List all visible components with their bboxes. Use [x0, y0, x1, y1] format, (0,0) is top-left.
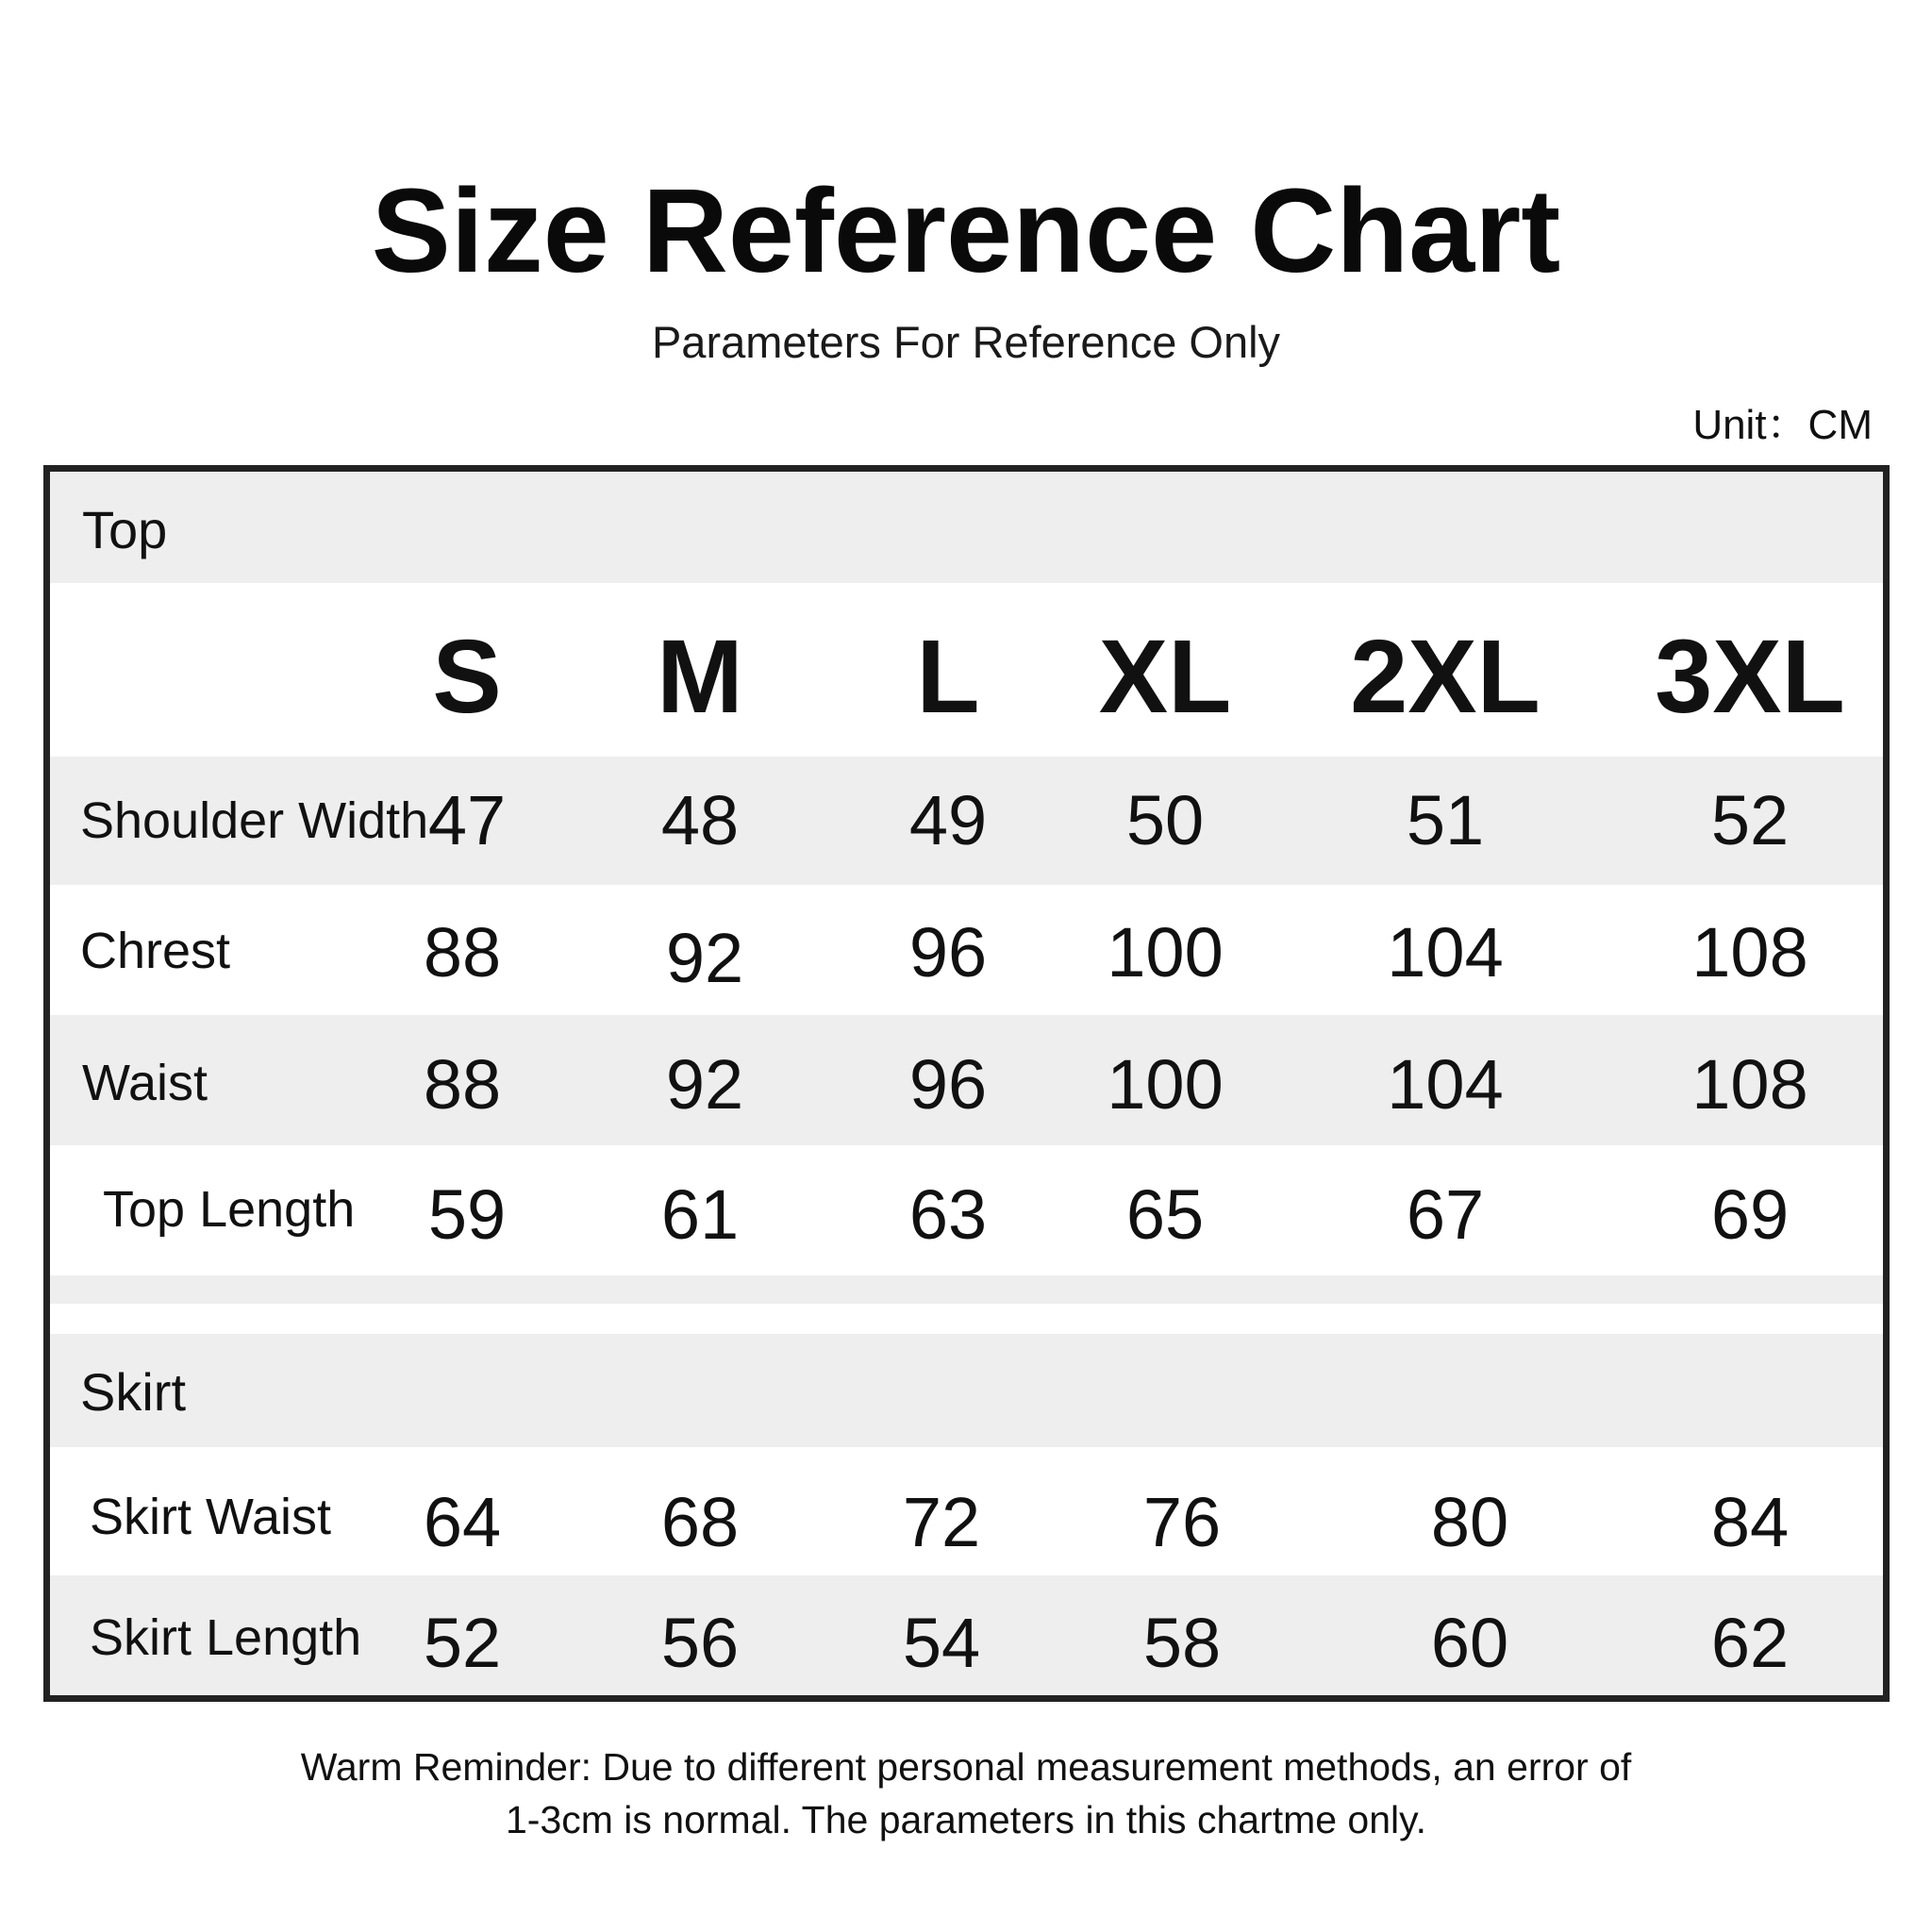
- size-header-xl: XL: [1098, 619, 1232, 735]
- table-cell: 92: [665, 919, 744, 997]
- table-row: [50, 1015, 1883, 1145]
- size-header-s: S: [432, 619, 502, 735]
- size-header-row: [50, 583, 1883, 757]
- size-header-m: M: [657, 619, 743, 735]
- table-cell: 104: [1387, 913, 1504, 991]
- table-cell: 88: [423, 913, 502, 991]
- table-cell: 72: [902, 1483, 981, 1561]
- section-divider: [50, 1275, 1883, 1304]
- table-cell: 69: [1710, 1175, 1790, 1254]
- row-label-skirt-length: Skirt Length: [90, 1609, 362, 1666]
- table-cell: 63: [908, 1175, 988, 1254]
- table-cell: 48: [660, 781, 740, 859]
- table-cell: 96: [908, 1045, 988, 1124]
- table-cell: 61: [660, 1175, 740, 1254]
- table-cell: 65: [1125, 1175, 1205, 1254]
- size-header-2xl: 2XL: [1350, 619, 1541, 735]
- table-cell: 67: [1406, 1175, 1485, 1254]
- unit-label: Unit：CM: [1692, 402, 1873, 448]
- warm-reminder: [0, 1740, 1932, 1846]
- row-label-top-length: Top Length: [103, 1181, 356, 1238]
- table-cell: 88: [423, 1045, 502, 1124]
- table-row: [50, 1447, 1883, 1575]
- table-cell: 104: [1387, 1045, 1504, 1124]
- table-cell: 49: [908, 781, 988, 859]
- table-cell: 59: [427, 1175, 507, 1254]
- page-subtitle: Parameters For Reference Only: [651, 317, 1281, 367]
- table-row: [50, 1145, 1883, 1275]
- table-cell: 60: [1430, 1604, 1509, 1682]
- table-cell: 96: [908, 913, 988, 991]
- row-label-chrest: Chrest: [80, 923, 231, 979]
- table-row: [50, 757, 1883, 885]
- table-cell: 76: [1142, 1483, 1222, 1561]
- table-cell: 64: [423, 1483, 502, 1561]
- table-cell: 68: [660, 1483, 740, 1561]
- row-label-skirt-waist: Skirt Waist: [90, 1489, 331, 1545]
- table-cell: 51: [1406, 781, 1485, 859]
- size-header-l: L: [916, 619, 980, 735]
- table-cell: 52: [1710, 781, 1790, 859]
- table-row: [50, 1575, 1883, 1695]
- table-cell: 92: [665, 1045, 744, 1124]
- reminder-line-1: Warm Reminder: Due to different personal measurement methods, an error of: [300, 1745, 1632, 1789]
- table-cell: 47: [427, 781, 507, 859]
- table-cell: 80: [1430, 1483, 1509, 1561]
- table-cell: 50: [1125, 781, 1205, 859]
- page-title: Size Reference Chart: [371, 164, 1561, 297]
- table-cell: 62: [1710, 1604, 1790, 1682]
- table-cell: 58: [1142, 1604, 1222, 1682]
- table-cell: 100: [1107, 913, 1224, 991]
- row-label-waist: Waist: [82, 1055, 208, 1111]
- table-cell: 84: [1710, 1483, 1790, 1561]
- top-section-row: [50, 472, 1883, 583]
- row-label-shoulder-width: Shoulder Width: [80, 792, 429, 849]
- size-header-3xl: 3XL: [1655, 619, 1845, 735]
- top-section-label: Top: [82, 500, 168, 559]
- table-cell: 108: [1691, 913, 1808, 991]
- skirt-section-label: Skirt: [80, 1362, 186, 1422]
- size-table: [43, 465, 1890, 1702]
- table-cell: 54: [902, 1604, 981, 1682]
- table-cell: 56: [660, 1604, 740, 1682]
- skirt-section-row: [50, 1334, 1883, 1447]
- reminder-line-2: 1-3cm is normal. The parameters in this chartme only.: [505, 1798, 1426, 1841]
- table-cell: 52: [423, 1604, 502, 1682]
- table-cell: 100: [1107, 1045, 1224, 1124]
- table-cell: 108: [1691, 1045, 1808, 1124]
- table-row: [50, 885, 1883, 1015]
